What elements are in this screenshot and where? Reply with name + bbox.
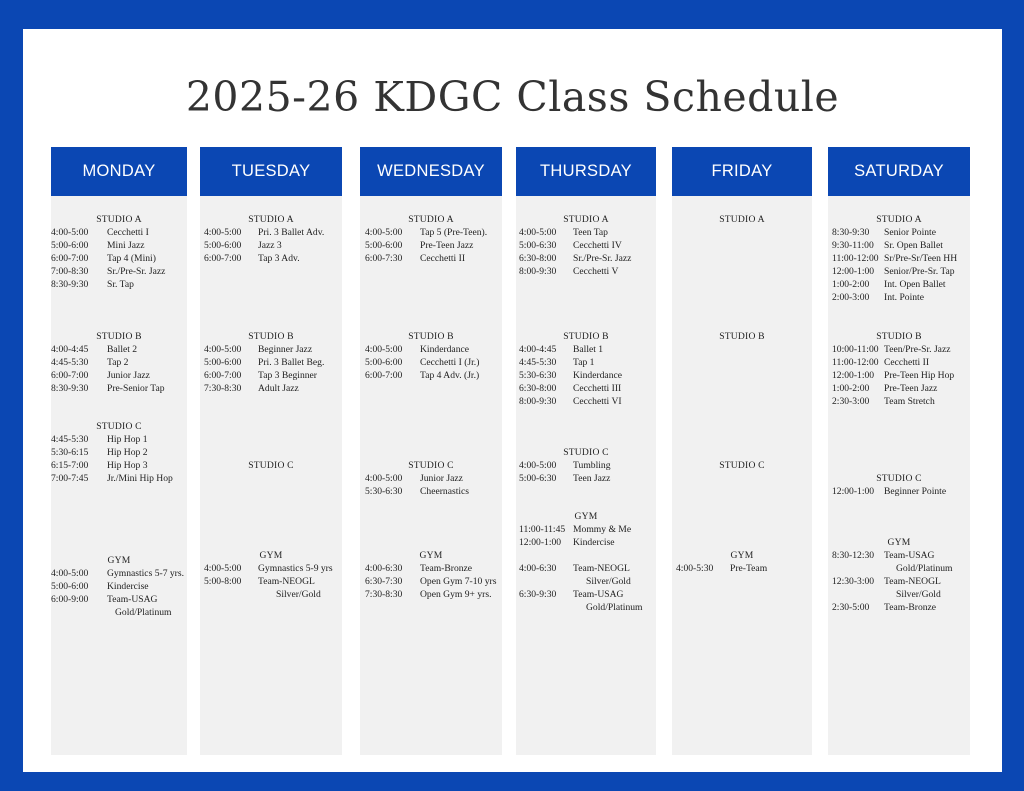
studio-title: GYM [887,537,911,548]
class-name: Sr./Pre-Sr. Jazz [573,253,632,264]
class-time: 6:30-8:00 [519,253,557,264]
class-time: 5:00-6:00 [51,581,89,592]
class-row [200,575,342,588]
class-time: 2:30-5:00 [832,602,870,613]
class-time: 8:30-9:30 [51,383,89,394]
class-row [828,291,970,304]
class-row [828,601,970,614]
class-time: 5:00-6:00 [51,240,89,251]
day-column-saturday [828,147,970,755]
class-time: 6:00-9:00 [51,594,89,605]
class-row [828,369,970,382]
class-name: Team-USAG [107,594,158,605]
class-row [516,252,656,265]
class-row [828,343,970,356]
day-column-thursday [516,147,656,755]
class-row [828,485,970,498]
class-time: 4:45-5:30 [51,357,89,368]
class-row [360,562,502,575]
studio-title: GYM [574,511,598,522]
class-row [516,562,656,575]
studio-block [51,554,187,619]
class-time: 5:30-6:30 [519,370,557,381]
class-name: Cecchetti V [573,266,619,277]
class-time: 2:00-3:00 [832,292,870,303]
class-time: 4:45-5:30 [51,434,89,445]
studio-block [672,213,812,226]
class-row [516,356,656,369]
class-name: Tap 1 [573,357,595,368]
studio-title: STUDIO A [719,214,765,225]
class-name: Senior Pointe [884,227,936,238]
class-name: Team-Bronze [420,563,473,574]
class-name: Cecchetti IV [573,240,622,251]
class-time: 4:00-5:00 [204,344,242,355]
class-name: Pre-Team [730,563,768,574]
class-name: Teen Tap [573,227,608,238]
class-row [828,239,970,252]
class-row [360,588,502,601]
class-time: 6:15-7:00 [51,460,89,471]
class-time: 4:00-5:00 [204,227,242,238]
class-time: 1:00-2:00 [832,279,870,290]
class-name: Pre-Teen Hip Hop [884,370,955,381]
class-row [200,356,342,369]
class-row [360,472,502,485]
class-row [516,523,656,536]
day-header: MONDAY [51,147,187,196]
class-row [516,588,656,601]
studio-title: STUDIO A [876,214,922,225]
studio-title: STUDIO B [408,331,454,342]
class-time: 12:00-1:00 [832,370,875,381]
class-row [200,252,342,265]
class-row [51,252,187,265]
class-time: 8:30-12:30 [832,550,875,561]
class-name: Gymnastics 5-9 yrs [258,563,333,574]
studio-block [360,549,502,601]
class-time: 5:00-6:30 [519,473,557,484]
class-time: 10:00-11:00 [832,344,879,355]
studio-block [360,459,502,498]
class-name: Junior Jazz [107,370,150,381]
schedule-sheet [23,29,1002,772]
class-name: Senior/Pre-Sr. Tap [884,266,955,277]
class-row [200,588,342,601]
studio-title: GYM [419,550,443,561]
class-time: 4:00-5:30 [676,563,714,574]
class-row [828,278,970,291]
class-name: Pri. 3 Ballet Adv. [258,227,325,238]
studio-title: GYM [107,555,131,566]
studio-block [200,330,342,395]
class-row [51,343,187,356]
class-time: 6:00-7:30 [365,253,403,264]
class-name: Beginner Jazz [258,344,313,355]
class-name: Sr. Tap [107,279,134,290]
class-name: Pre-Teen Jazz [420,240,474,251]
studio-title: GYM [259,550,283,561]
class-time: 5:00-6:00 [204,240,242,251]
day-header: SATURDAY [828,147,970,196]
class-row [828,588,970,601]
class-name: Ballet 1 [573,344,604,355]
studio-block [672,549,812,575]
class-time: 7:00-8:30 [51,266,89,277]
class-name: Jr./Mini Hip Hop [107,473,173,484]
class-time: 5:30-6:30 [365,486,403,497]
studio-title: STUDIO B [876,331,922,342]
class-name: Team Stretch [884,396,935,407]
class-row [51,356,187,369]
class-time: 11:00-12:00 [832,253,879,264]
class-time: 4:00-6:30 [365,563,403,574]
class-row [200,562,342,575]
class-time: 7:30-8:30 [365,589,403,600]
studio-title: STUDIO C [876,473,922,484]
class-time: 4:00-5:00 [51,227,89,238]
class-row [516,343,656,356]
class-time: 6:00-7:00 [204,370,242,381]
class-row [828,395,970,408]
studio-title: STUDIO C [408,460,454,471]
studio-title: STUDIO C [563,447,609,458]
class-time: 7:30-8:30 [204,383,242,394]
class-row [360,485,502,498]
class-row [51,369,187,382]
class-row [200,369,342,382]
class-time: 9:30-11:00 [832,240,874,251]
class-name: Tumbling [573,460,611,471]
class-name: Team-USAG [573,589,624,600]
class-name: Team-NEOGL [573,563,630,574]
class-name: Tap 3 Adv. [258,253,300,264]
class-row [828,562,970,575]
class-time: 6:00-7:00 [51,370,89,381]
class-name: Kinderdance [573,370,623,381]
class-time: 4:00-5:00 [204,563,242,574]
class-name: Team-NEOGL [258,576,315,587]
class-name: Cecchetti VI [573,396,622,407]
class-row [51,278,187,291]
studio-block [672,459,812,472]
class-row [360,226,502,239]
class-row [828,265,970,278]
class-row [360,369,502,382]
studio-title: STUDIO C [96,421,142,432]
class-name: Open Gym 7-10 yrs [420,576,497,587]
class-name: Cecchetti III [573,383,622,394]
class-name: Sr. Open Ballet [884,240,943,251]
class-time: 6:30-8:00 [519,383,557,394]
class-row [516,369,656,382]
studio-block [828,330,970,408]
class-row [51,593,187,606]
class-name: Pre-Teen Jazz [884,383,938,394]
class-row [516,575,656,588]
class-name: Gymnastics 5-7 yrs. [107,568,185,579]
class-name: Hip Hop 1 [107,434,148,445]
class-name: Gold/Platinum [115,607,172,618]
class-time: 11:00-11:45 [519,524,566,535]
class-time: 4:00-5:00 [51,568,89,579]
class-name: Gold/Platinum [586,602,643,613]
page-title: 2025-26 KDGC Class Schedule [185,73,840,121]
class-row [516,239,656,252]
class-name: Tap 2 [107,357,129,368]
class-row [51,446,187,459]
class-row [360,575,502,588]
class-row [828,382,970,395]
class-name: Mommy & Me [573,524,632,535]
class-row [828,356,970,369]
class-name: Cheernastics [420,486,470,497]
studio-title: STUDIO B [719,331,765,342]
class-time: 7:00-7:45 [51,473,89,484]
studio-title: STUDIO B [96,331,142,342]
class-row [51,606,187,619]
day-header: WEDNESDAY [360,147,502,196]
class-row [51,459,187,472]
class-name: Adult Jazz [258,383,299,394]
class-time: 5:30-6:15 [51,447,89,458]
studio-block [200,213,342,265]
class-time: 12:00-1:00 [519,537,562,548]
class-row [51,580,187,593]
class-row [360,252,502,265]
class-row [828,549,970,562]
class-name: Kinderdance [420,344,470,355]
studio-block [360,213,502,265]
class-time: 2:30-3:00 [832,396,870,407]
class-time: 5:00-8:00 [204,576,242,587]
class-name: Int. Open Ballet [884,279,946,290]
studio-block [672,330,812,343]
studio-block [516,446,656,485]
class-time: 4:00-6:30 [519,563,557,574]
studio-block [51,213,187,291]
class-time: 12:00-1:00 [832,266,875,277]
class-time: 5:00-6:00 [204,357,242,368]
class-time: 4:00-5:00 [519,227,557,238]
class-name: Tap 4 (Mini) [107,253,156,264]
class-name: Kindercise [573,537,615,548]
class-name: Mini Jazz [107,240,145,251]
class-row [516,549,656,562]
class-row [200,343,342,356]
class-row [360,239,502,252]
class-time: 5:00-6:00 [365,240,403,251]
class-row [516,459,656,472]
class-row [51,472,187,485]
class-row [200,239,342,252]
class-name: Silver/Gold [896,589,941,600]
class-name: Int. Pointe [884,292,924,303]
studio-title: GYM [730,550,754,561]
class-row [516,395,656,408]
class-time: 8:30-9:30 [832,227,870,238]
class-name: Kindercise [107,581,149,592]
class-row [828,575,970,588]
class-name: Sr/Pre-Sr/Teen HH [884,253,958,264]
studio-title: STUDIO B [248,331,294,342]
studio-title: STUDIO C [719,460,765,471]
class-name: Open Gym 9+ yrs. [420,589,492,600]
studio-block [828,472,970,498]
class-name: Silver/Gold [586,576,631,587]
class-time: 5:00-6:00 [365,357,403,368]
day-column-friday [672,147,812,755]
studio-block [360,330,502,382]
class-row [51,433,187,446]
class-time: 8:30-9:30 [51,279,89,290]
class-name: Team-Bronze [884,602,937,613]
class-time: 6:30-9:30 [519,589,557,600]
class-time: 11:00-12:00 [832,357,879,368]
class-time: 8:00-9:30 [519,396,557,407]
class-row [516,601,656,614]
class-name: Junior Jazz [420,473,463,484]
class-row [516,472,656,485]
class-name: Cecchetti II [420,253,466,264]
class-time: 1:00-2:00 [832,383,870,394]
class-time: 4:45-5:30 [519,357,557,368]
class-time: 4:00-5:00 [365,344,403,355]
studio-block [828,213,970,304]
studio-block [200,549,342,601]
studio-title: STUDIO A [408,214,454,225]
class-name: Sr./Pre-Sr. Jazz [107,266,166,277]
studio-block [51,420,187,485]
class-name: Jazz 3 [258,240,282,251]
class-name: Silver/Gold [276,589,321,600]
class-name: Pri. 3 Ballet Beg. [258,357,325,368]
class-row [516,226,656,239]
class-row [828,226,970,239]
day-header: TUESDAY [200,147,342,196]
class-name: Gold/Platinum [896,563,953,574]
class-time: 5:00-6:30 [519,240,557,251]
day-header: FRIDAY [672,147,812,196]
class-row [51,265,187,278]
studio-block [516,510,656,614]
class-name: Hip Hop 2 [107,447,148,458]
class-name: Team-NEOGL [884,576,941,587]
class-row [516,382,656,395]
class-row [51,567,187,580]
studio-block [51,330,187,395]
day-header: THURSDAY [516,147,656,196]
class-name: Pre-Senior Tap [107,383,165,394]
class-time: 6:00-7:00 [365,370,403,381]
class-time: 12:30-3:00 [832,576,875,587]
class-row [51,226,187,239]
class-name: Cecchetti I (Jr.) [420,357,480,368]
class-time: 4:00-5:00 [365,473,403,484]
class-time: 8:00-9:30 [519,266,557,277]
class-row [200,226,342,239]
class-name: Ballet 2 [107,344,138,355]
class-row [672,562,812,575]
studio-title: STUDIO A [248,214,294,225]
class-name: Cecchetti II [884,357,930,368]
studio-title: STUDIO A [563,214,609,225]
class-row [360,356,502,369]
class-time: 4:00-5:00 [365,227,403,238]
studio-block [516,330,656,408]
class-time: 6:00-7:00 [204,253,242,264]
class-time: 6:30-7:30 [365,576,403,587]
studio-block [828,536,970,614]
class-time: 4:00-5:00 [519,460,557,471]
studio-block [516,213,656,278]
class-name: Team-USAG [884,550,935,561]
class-row [200,382,342,395]
class-name: Tap 4 Adv. (Jr.) [420,370,480,381]
class-row [360,343,502,356]
class-time: 4:00-4:45 [519,344,557,355]
day-column-tuesday [200,147,342,755]
class-time: 6:00-7:00 [51,253,89,264]
class-name: Beginner Pointe [884,486,947,497]
class-name: Teen Jazz [573,473,611,484]
class-time: 4:00-4:45 [51,344,89,355]
class-name: Tap 3 Beginner [258,370,318,381]
class-name: Hip Hop 3 [107,460,148,471]
class-name: Tap 5 (Pre-Teen). [420,227,488,238]
day-column-monday [51,147,187,755]
studio-block [200,459,342,472]
studio-title: STUDIO C [248,460,294,471]
class-row [51,382,187,395]
class-row [516,265,656,278]
class-row [51,239,187,252]
day-column-wednesday [360,147,502,755]
studio-title: STUDIO B [563,331,609,342]
class-name: Cecchetti I [107,227,149,238]
studio-title: STUDIO A [96,214,142,225]
class-row [828,252,970,265]
class-time: 12:00-1:00 [832,486,875,497]
class-name: Teen/Pre-Sr. Jazz [884,344,951,355]
class-row [516,536,656,549]
